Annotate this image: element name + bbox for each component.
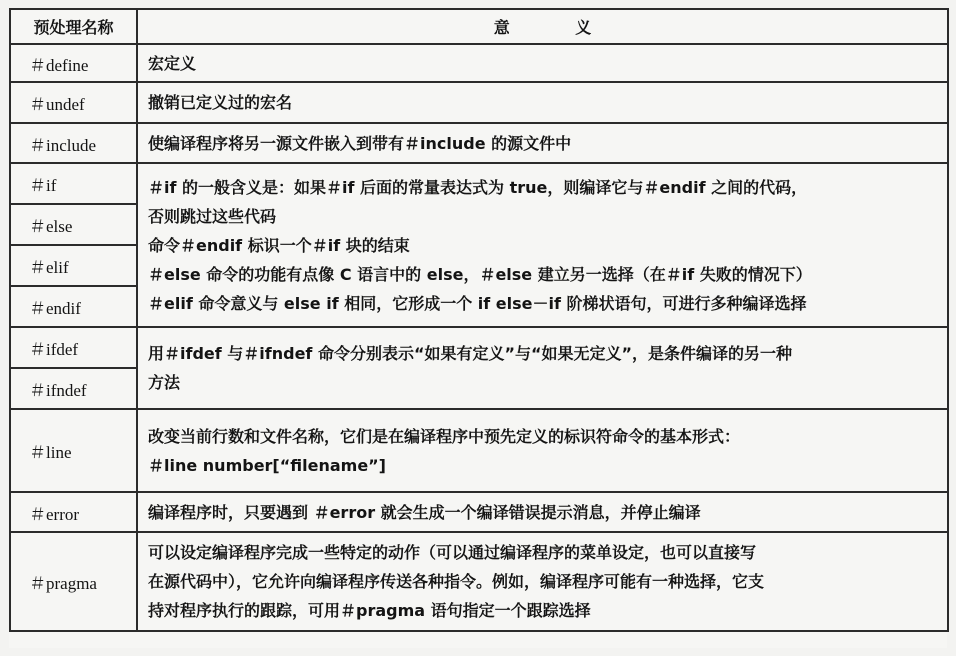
- header-meaning: 意 义: [137, 9, 948, 44]
- table-row: [10, 123, 948, 163]
- meaning-conditional: [137, 163, 948, 327]
- meaning-pragma-line: 可以设定编译程序完成一些特定的动作（可以通过编译程序的菜单设定，也可以直接写: [148, 543, 757, 562]
- directive-if: ＃if: [10, 163, 137, 204]
- meaning-define: 宏定义: [137, 44, 948, 82]
- meaning-conditional-line: ＃else 命令的功能有点像 C 语言中的 else，＃else 建立另一选择（在＃if 失败的情况下）: [148, 264, 812, 284]
- directive-define: ＃define: [10, 44, 137, 82]
- meaning-conditional-line: 否则跳过这些代码: [148, 206, 277, 226]
- directive-include: ＃include: [10, 123, 137, 163]
- directive-ifdef: ＃ifdef: [10, 327, 137, 368]
- table-row: [10, 492, 948, 532]
- meaning-error: 编译程序时，只要遇到 ＃error 就会生成一个编译错误提示消息，并停止编译: [137, 492, 948, 532]
- table-row: [10, 532, 948, 631]
- table-header-row: [10, 9, 948, 44]
- meaning-pragma-line: 在源代码中），它允许向编译程序传送各种指令。例如，编译程序可能有一种选择，它支: [148, 572, 765, 591]
- table-row: [10, 163, 948, 204]
- table-row: [10, 44, 948, 82]
- preprocessor-table-sheet: [9, 8, 947, 648]
- meaning-line-line: 改变当前行数和文件名称，它们是在编译程序中预先定义的标识符命令的基本形式：: [148, 426, 741, 446]
- meaning-pragma-line: 持对程序执行的跟踪，可用＃pragma 语句指定一个跟踪选择: [148, 601, 591, 620]
- meaning-conditional-line: ＃if 的一般含义是：如果＃if 后面的常量表达式为 true，则编译它与＃endif 之间的代码，: [148, 177, 808, 197]
- table-row: [10, 82, 948, 123]
- directive-pragma: ＃pragma: [10, 532, 137, 631]
- directive-else: ＃else: [10, 204, 137, 245]
- table-row: [10, 409, 948, 492]
- meaning-ifdef-line: 用＃ifdef 与＃ifndef 命令分别表示“如果有定义”与“如果无定义”，是条件编译的另一种: [148, 344, 793, 363]
- preprocessor-table: [9, 8, 949, 632]
- directive-error: ＃error: [10, 492, 137, 532]
- meaning-line-line: ＃line number[“filename”]: [148, 455, 386, 475]
- directive-endif: ＃endif: [10, 286, 137, 327]
- table-row: [10, 327, 948, 368]
- meaning-pragma: [137, 532, 948, 631]
- directive-undef: ＃undef: [10, 82, 137, 123]
- meaning-undef: 撤销已定义过的宏名: [137, 82, 948, 123]
- header-name: 预处理名称: [10, 9, 137, 44]
- directive-line: ＃line: [10, 409, 137, 492]
- meaning-conditional-line: 命令＃endif 标识一个＃if 块的结束: [148, 235, 410, 255]
- meaning-conditional-line: ＃elif 命令意义与 else if 相同，它形成一个 if else－if 阶梯状语句，可进行多种编译选择: [148, 293, 807, 313]
- meaning-ifdef: [137, 327, 948, 409]
- meaning-line: [137, 409, 948, 492]
- directive-ifndef: ＃ifndef: [10, 368, 137, 409]
- meaning-ifdef-line: 方法: [148, 373, 181, 392]
- directive-elif: ＃elif: [10, 245, 137, 286]
- meaning-include: 使编译程序将另一源文件嵌入到带有＃include 的源文件中: [137, 123, 948, 163]
